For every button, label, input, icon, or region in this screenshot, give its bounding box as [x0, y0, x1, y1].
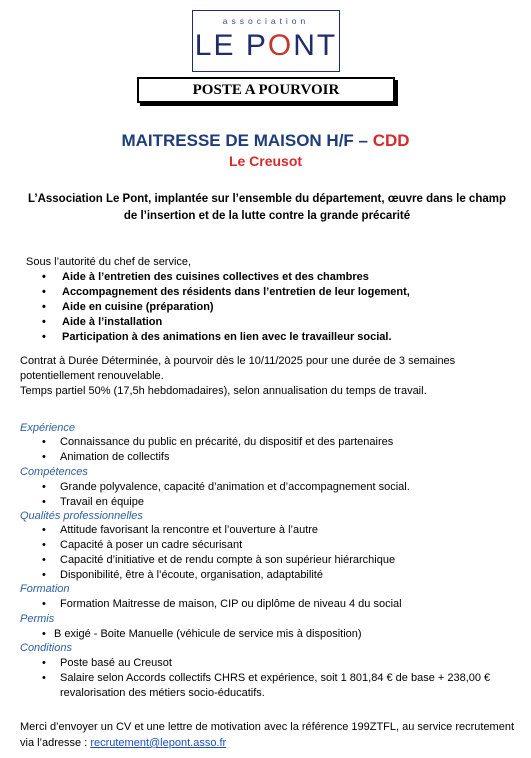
list-item-text: Disponibilité, être à l’écoute, organisation, adaptabilité [60, 569, 323, 581]
logo-association-text: association [222, 16, 310, 26]
association-intro: L’Association Le Pont, implantée sur l’ensemble du département, œuvre dans le champ de l’insertion et de la lutte contre la grande précarité [27, 193, 506, 222]
qualites-list [20, 523, 515, 583]
section-title-experience: Expérience [20, 422, 76, 434]
list-item: • Aide à l’entretien des cuisines collectives et des chambres [42, 271, 369, 283]
list-item-text: Connaissance du public en précarité, du dispositif et des partenaires [60, 436, 394, 448]
list-item-text: Capacité à poser un cadre sécurisant [60, 539, 243, 551]
logo-name [193, 29, 339, 63]
list-item-text: Accompagnement des résidents dans l’entretien de leur logement, [62, 286, 410, 298]
permis-list [20, 627, 515, 642]
list-item: • Aide à l’installation [42, 316, 163, 328]
competences-list [20, 480, 515, 510]
footer-email-prefix: via l’adresse : [20, 737, 91, 749]
list-item-text: Grande polyvalence, capacité d’animation et d’accompagnement social. [60, 481, 410, 493]
list-item: • Formation Maitresse de maison, CIP ou diplôme de niveau 4 du social [42, 598, 402, 610]
list-item-text: Attitude favorisant la rencontre et l’ouverture à l’autre [60, 524, 319, 536]
list-item-text: revalorisation des métiers socio-éducatifs. [60, 687, 265, 699]
list-item: • Aide en cuisine (préparation) [42, 301, 214, 313]
list-item: • Accompagnement des résidents dans l’entretien de leur logement, [42, 286, 410, 298]
list-item-text: Formation Maitresse de maison, CIP ou diplôme de niveau 4 du social [60, 598, 402, 610]
list-item-text: Aide à l’entretien des cuisines collectives et des chambres [62, 271, 369, 283]
list-item: • Salaire selon Accords collectifs CHRS et expérience, soit 1 801,84 € de base + 238,00 € [42, 672, 491, 684]
logo-name-part2: NT [293, 29, 338, 62]
list-item-text: Salaire selon Accords collectifs CHRS et expérience, soit 1 801,84 € de base + 238,00 € [60, 672, 491, 684]
list-item-text: Capacité d’initiative et de rendu compte à son supérieur hiérarchique [60, 554, 396, 566]
list-item: • Attitude favorisant la rencontre et l’ouverture à l’autre [42, 524, 319, 536]
job-title-main: MAITRESSE DE MAISON H/F – [121, 131, 373, 150]
list-item: • Grande polyvalence, capacité d’animation et d’accompagnement social. [42, 481, 410, 493]
list-item-text: Travail en équipe [60, 496, 144, 508]
list-item-text: Animation de collectifs [60, 451, 170, 463]
list-item-text: B exigé - Boite Manuelle (véhicule de service mis à disposition) [54, 628, 362, 640]
list-item-continuation [20, 686, 515, 701]
job-title-cdd: CDD [372, 131, 410, 150]
contract-line-2: potentiellement renouvelable. [20, 370, 164, 382]
contract-block [20, 354, 510, 399]
logo-name-part1: LE P [194, 29, 268, 62]
list-item: • Connaissance du public en précarité, du dispositif et des partenaires [42, 436, 394, 448]
footer-line-2 [20, 735, 520, 751]
formation-list [20, 597, 515, 612]
list-item: • Disponibilité, être à l’écoute, organisation, adaptabilité [42, 569, 323, 581]
section-title-qualites: Qualités professionnelles [20, 510, 143, 522]
authority-lead: Sous l’autorité du chef de service, [26, 256, 192, 268]
contract-line-3: Temps partiel 50% (17,5h hebdomadaires), selon annualisation du temps de travail. [20, 385, 427, 397]
footer-line-1: Merci d’envoyer un CV et une lettre de motivation avec la référence 199ZTFL, au service recrutement [20, 721, 515, 733]
experience-list [20, 435, 515, 465]
list-item: • Poste basé au Creusot [42, 657, 172, 669]
conditions-list [20, 656, 515, 701]
authority-list [24, 270, 514, 345]
list-item: • B exigé - Boite Manuelle (véhicule de service mis à disposition) [42, 628, 362, 640]
list-item: • Capacité à poser un cadre sécurisant [42, 539, 243, 551]
list-item: • Participation à des animations en lien avec le travailleur social. [42, 331, 392, 343]
list-item-text: Aide à l’installation [62, 316, 163, 328]
section-title-permis: Permis [20, 613, 55, 625]
section-title-competences: Compétences [20, 466, 88, 478]
authority-block [24, 255, 514, 345]
contract-line-1: Contrat à Durée Déterminée, à pourvoir dès le 10/11/2025 pour une durée de 3 semaines [20, 355, 456, 367]
application-instructions [20, 719, 520, 751]
job-title [0, 131, 531, 151]
logo-name-o: O [267, 29, 294, 62]
list-item: • Animation de collectifs [42, 451, 170, 463]
section-title-conditions: Conditions [20, 642, 72, 654]
recruitment-email-link[interactable]: recrutement@lepont.asso.fr [90, 737, 227, 749]
list-item: • Capacité d’initiative et de rendu compte à son supérieur hiérarchique [42, 554, 396, 566]
job-city: Le Creusot [228, 153, 303, 169]
list-item-text: Participation à des animations en lien avec le travailleur social. [62, 331, 392, 343]
list-item-text: Aide en cuisine (préparation) [62, 301, 214, 313]
poste-a-pourvoir-banner: POSTE A POURVOIR [137, 77, 395, 103]
list-item: • Travail en équipe [42, 496, 144, 508]
le-pont-logo [192, 10, 340, 72]
list-item-text: Poste basé au Creusot [60, 657, 172, 669]
section-title-formation: Formation [20, 583, 70, 595]
